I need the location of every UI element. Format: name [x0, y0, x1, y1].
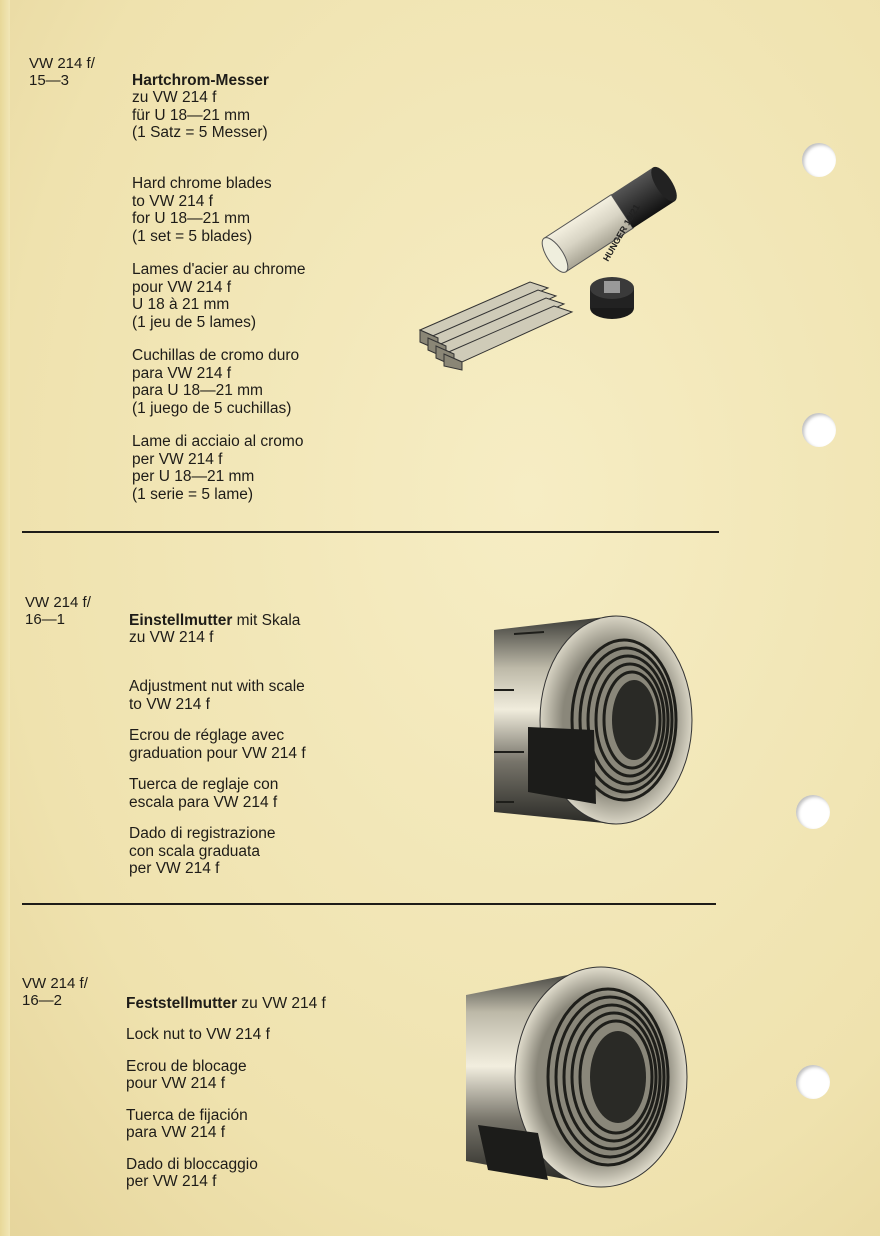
italian-text: Dado di registrazione con scala graduata per VW 214 f	[129, 825, 276, 877]
item-title: Hartchrom-Messer	[132, 71, 269, 89]
english-text: Lock nut to VW 214 f	[126, 1026, 270, 1043]
french-text: Ecrou de blocage pour VW 214 f	[126, 1057, 247, 1092]
adjustment-nut-illustration	[484, 612, 704, 827]
german-text	[129, 594, 429, 664]
part-number: VW 214 f/ 15—3	[29, 55, 95, 89]
item-description	[126, 977, 426, 1207]
item-description	[132, 54, 432, 519]
german-lines: zu VW 214 f für U 18—21 mm (1 Satz = 5 Messer)	[132, 89, 268, 141]
spanish-text: Tuerca de fijación para VW 214 f	[126, 1106, 248, 1141]
item-description	[129, 594, 429, 894]
part-number: VW 214 f/ 16—2	[22, 975, 88, 1009]
section-divider	[22, 903, 716, 905]
binder-hole	[802, 413, 836, 447]
binder-hole	[796, 795, 830, 829]
german-text	[132, 54, 432, 159]
lock-nut-illustration	[458, 965, 693, 1190]
blades-illustration	[410, 170, 710, 370]
tube-label: HUNGER 18/21	[601, 202, 642, 263]
german-text	[126, 977, 426, 1012]
english-text: Adjustment nut with scale to VW 214 f	[129, 678, 305, 713]
french-text: Ecrou de réglage avec graduation pour VW 214 f	[129, 727, 306, 762]
section-divider	[22, 531, 719, 533]
italian-text: Dado di bloccaggio per VW 214 f	[126, 1155, 258, 1190]
item-title-rest: mit Skala	[232, 611, 301, 629]
item-title-rest: zu VW 214 f	[237, 994, 326, 1012]
english-text: Hard chrome blades to VW 214 f for U 18—21 mm (1 set = 5 blades)	[132, 175, 272, 245]
item-title: Einstellmutter	[129, 611, 233, 629]
spanish-text: Tuerca de reglaje con escala para VW 214 f	[129, 776, 279, 811]
item-title: Feststellmutter	[126, 994, 238, 1012]
french-text: Lames d'acier au chrome pour VW 214 f U 18 à 21 mm (1 jeu de 5 lames)	[132, 261, 306, 331]
spanish-text: Cuchillas de cromo duro para VW 214 f para U 18—21 mm (1 juego de 5 cuchillas)	[132, 347, 300, 417]
part-number: VW 214 f/ 16—1	[25, 594, 91, 628]
binder-hole	[802, 143, 836, 177]
binder-hole	[796, 1065, 830, 1099]
italian-text: Lame di acciaio al cromo per VW 214 f per U 18—21 mm (1 serie = 5 lame)	[132, 433, 304, 503]
german-lines: zu VW 214 f	[129, 629, 214, 646]
page-edge	[0, 0, 10, 1236]
